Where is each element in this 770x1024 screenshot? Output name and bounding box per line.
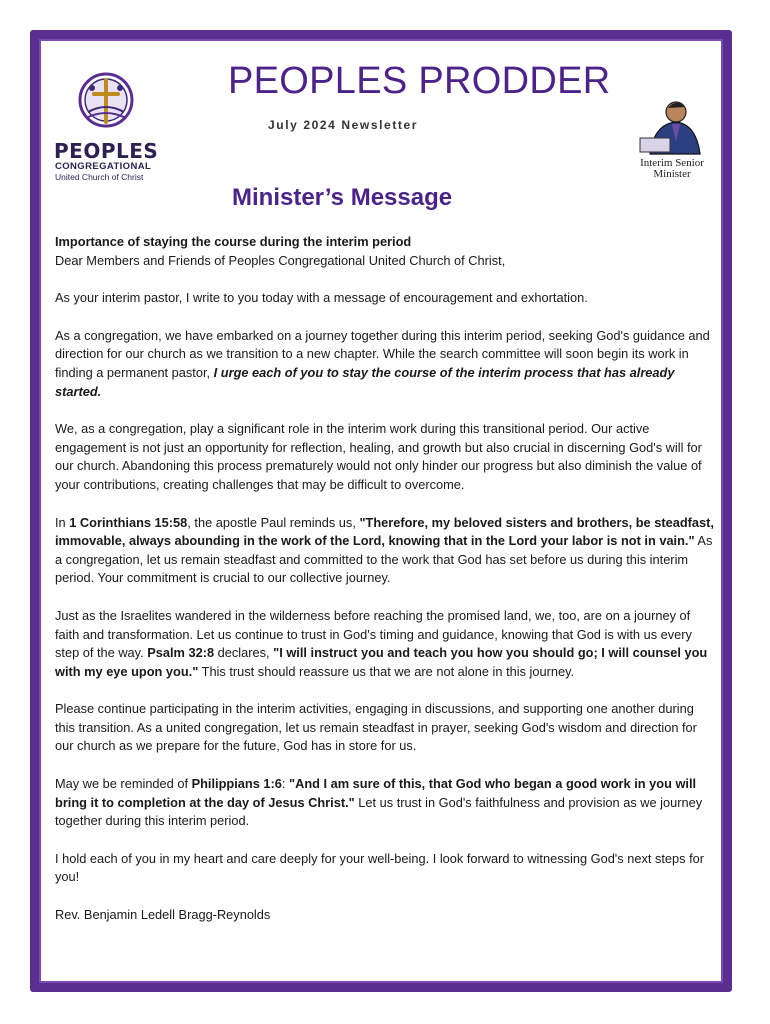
newsletter-title: PEOPLES PRODDER xyxy=(228,60,611,102)
scripture-quote-philippians: "And I am sure of this, that God who began a good work in you will bring it to completion at the day of Jesus Christ." xyxy=(55,776,697,810)
paragraph-7 xyxy=(55,775,717,831)
paragraph-4 xyxy=(55,514,717,588)
portrait-caption xyxy=(632,158,712,180)
greeting: Dear Members and Friends of Peoples Congregational United Church of Christ, xyxy=(55,252,506,268)
scripture-ref-psalm: Psalm 32:8 xyxy=(147,645,215,661)
section-heading: Minister’s Message xyxy=(232,184,453,211)
paragraph-8: I hold each of you in my heart and care deeply for your well-being. I look forward to witnessing God's next steps for you! xyxy=(55,850,705,885)
paragraph-4-text-c: , the apostle Paul reminds us, xyxy=(187,514,360,530)
minister-portrait xyxy=(632,98,710,180)
paragraph-5-text-c: declares, xyxy=(214,645,274,661)
portrait-caption-line-2: Minister xyxy=(653,168,691,180)
scripture-quote-psalm: "I will instruct you and teach you how you should go; I will counsel you with my eye upon you." xyxy=(55,645,708,679)
message-topic: Importance of staying the course during the interim period xyxy=(55,234,412,249)
logo-line-1: CONGREGATIONAL xyxy=(55,161,152,172)
paragraph-5-text-e: This trust should reassure us that we are not alone in this journey. xyxy=(198,663,575,679)
paragraph-3: We, as a congregation, play a significant role in the interim work during this transitional period. Our active engagement is not just an opportunity for reflection, healing, and growth but also crucial in discerning God's will for our church. Abandoning this process prematurely would not only hinder our progress but also diminish the value of your contributions, creating challenges that may be difficult to overcome. xyxy=(55,421,702,492)
paragraph-2-text: As a congregation, we have embarked on a journey together during this interim period, seeking God's guidance and direction for our church as we transition to a new chapter. While the search committee will soon begin its work in finding a permanent pastor, xyxy=(55,327,710,380)
paragraph-6: Please continue participating in the interim activities, engaging in discussions, and supporting one another during this transition. As a united congregation, let us remain steadfast in prayer, seeking God's wisdom and direction for our church as we prepare for the future, God has in store for us. xyxy=(55,701,697,754)
paragraph-2 xyxy=(55,327,717,401)
paragraph-7-text-c: : xyxy=(281,776,290,792)
paragraph-2-emphasis: I urge each of you to stay the course of the interim process that has already started. xyxy=(55,364,675,399)
signature: Rev. Benjamin Ledell Bragg-Reynolds xyxy=(55,907,271,923)
paragraph-5 xyxy=(55,607,717,681)
logo-line-2: United Church of Christ xyxy=(55,172,144,182)
portrait-caption-line-1: Interim Senior xyxy=(640,157,704,169)
paragraph-1: As your interim pastor, I write to you today with a message of encouragement and exhortation. xyxy=(55,290,588,306)
paragraph-5-text-a: Just as the Israelites wandered in the wilderness before reaching the promised land, we, too, are on a journey of faith and transformation. Let us continue to trust in God's timing and guidance, knowing that God is with us every step of the way. xyxy=(55,607,692,661)
paragraph-4-text-e: As a congregation, let us remain steadfast and committed to the work that God has set before us during this interim period. Your commitment is crucial to our collective journey. xyxy=(55,533,713,586)
paragraph-7-text-e: Let us trust in God's faithfulness and provision as we journey together during this interim period. xyxy=(55,794,703,829)
church-cross-seal-icon xyxy=(78,66,134,136)
minister-portrait-icon xyxy=(632,98,710,156)
newsletter-subtitle: July 2024 Newsletter xyxy=(268,118,419,132)
logo-wordmark: PEOPLES xyxy=(54,139,159,163)
paragraph-4-text-a: In xyxy=(55,514,70,530)
message-body xyxy=(55,233,717,925)
scripture-ref-philippians: Philippians 1:6 xyxy=(191,776,282,792)
scripture-quote-corinthians: "Therefore, my beloved sisters and brothers, be steadfast, immovable, always abounding in the work of the Lord, knowing that in the Lord your labor is not in vain." xyxy=(55,514,714,549)
church-logo xyxy=(54,66,166,182)
scripture-ref-corinthians: 1 Corinthians 15:58 xyxy=(69,514,188,530)
paragraph-7-text-a: May we be reminded of xyxy=(55,776,192,792)
